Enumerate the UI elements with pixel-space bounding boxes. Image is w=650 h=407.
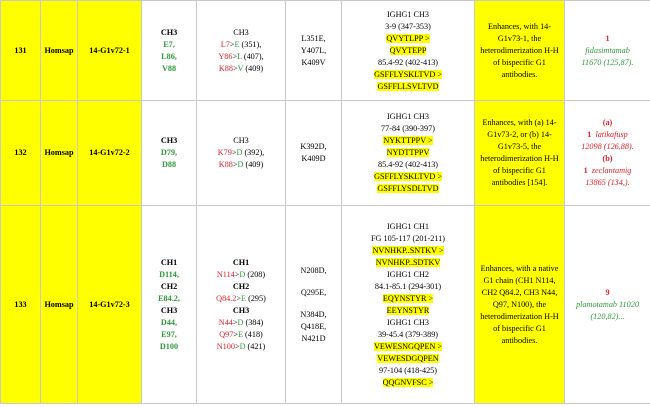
sequence-mut: QVYTEPP (389, 45, 427, 55)
domain-aa-cell (142, 101, 197, 206)
sequence-wt: NYKTTPPV > (383, 136, 433, 145)
aa-position: V88 (161, 63, 177, 73)
eu-mutation: L351E, (301, 33, 326, 43)
row-number: 133 (1, 206, 41, 404)
reference-cell (565, 206, 650, 404)
sequence-range: 85.4-92 (402-413) (377, 57, 439, 67)
eu-mutation: N208D, (300, 265, 327, 275)
domain-label: CH1 (160, 257, 178, 267)
reference-cell (565, 101, 650, 206)
variant-name: 14-G1v72-2 (78, 101, 142, 206)
sequence-header: IGHG1 CH3 (386, 317, 430, 327)
domain-label: CH3 (160, 136, 178, 145)
eu-mutation: K409D (301, 154, 326, 163)
mutation-line: K88>D (409) (218, 160, 264, 169)
sequence-mut: NVNHKP..SDTKV (375, 257, 441, 267)
aa-position: E84.2, (158, 293, 180, 303)
sequence-header: IGHG1 CH1 (386, 221, 430, 231)
explanation: Enhances, with 14-G1v73-1, the heterodimerization H-H of bispecific G1 antibodies. (475, 1, 565, 101)
domain-label: CH3 (160, 305, 178, 315)
ref-tag: (a) (602, 118, 613, 127)
ref-line: 1 zeclantamig (583, 166, 632, 175)
ref-line: 1 latikafusp (587, 130, 628, 139)
eu-mutation: K409V (301, 57, 326, 67)
table-row-131 (1, 1, 650, 101)
mutation-line: K88>V (409) (218, 63, 264, 73)
domain-label: CH3 (232, 305, 250, 315)
variant-name: 14-G1v72-1 (78, 1, 142, 101)
species: Homsap (41, 1, 78, 101)
ref-count: 1 (605, 33, 610, 43)
aa-position: D114, (159, 269, 179, 279)
sequence-range: FG 105-117 (201-211) (371, 233, 445, 243)
sequence-range: 77-84 (390-397) (381, 124, 435, 133)
eu-mutation-cell (286, 206, 342, 404)
mutation-line: N44>D (384) (218, 317, 264, 327)
reference-cell (565, 1, 650, 101)
sequence-mut: VEWESDGQPEN (377, 353, 439, 363)
sequence-wt: QVYTLPP > (386, 33, 430, 43)
domain-aa-cell (142, 1, 197, 101)
aa-position: E97, (161, 329, 177, 339)
sequence-mut: GSFFLYSDLTVD (377, 184, 439, 193)
eu-mutation: K392D, (300, 142, 327, 151)
mutation-line: Q97>E (418) (219, 329, 263, 339)
ref-tag: (b) (602, 154, 613, 163)
eu-mutation: Q295E, (300, 287, 327, 297)
sequence-cell (342, 1, 475, 101)
sequence-mut: GSFFLLSVLTVD (377, 81, 439, 91)
domain-label: CH3 (233, 136, 249, 145)
domain-label: CH2 (160, 281, 178, 291)
mutation-line: Y86>L (407), (218, 51, 264, 61)
sequence-header: IGHG1 CH3 (386, 112, 430, 121)
aa-position: D100 (159, 341, 179, 351)
eu-mutation: Q418E, (300, 321, 327, 331)
eu-mutation: N384D, (300, 309, 327, 319)
row-number: 132 (1, 101, 41, 206)
aa-position: D79, (160, 148, 178, 157)
domain-label: CH3 (160, 27, 178, 37)
eu-mutation-cell (286, 101, 342, 206)
species: Homsap (41, 101, 78, 206)
species: Homsap (41, 206, 78, 404)
table-row-133 (1, 206, 650, 404)
sequence-header: IGHG1 CH3 (386, 9, 430, 19)
explanation: Enhances, with (a) 14-G1v73-2, or (b) 14-G1v73-5, the heterodimerization H-H of bispecific G1 antibodies [154]. (475, 101, 565, 206)
sequence-cell (342, 206, 475, 404)
domain-aa-cell (142, 206, 197, 404)
sequence-range: 3-9 (347-353) (385, 21, 431, 31)
mutation-line: L7>E (351), (220, 39, 262, 49)
mutation-line: N100>D (421) (216, 341, 266, 351)
explanation: Enhances, with a native G1 chain (CH1 N114, CH2 Q84.2, CH3 N44, Q97, N100), the heterodimerization H-H of bispecific G1 antibodies. (475, 206, 565, 404)
sequence-wt: EQYNSTYR > (382, 293, 434, 303)
mutation-line: Q84.2>E (295) (216, 293, 266, 303)
ref-count: 9 (605, 287, 610, 297)
ref-line: plamotamab 11020 (120,82)... (576, 299, 639, 321)
table-row-132 (1, 101, 650, 206)
sequence-wt: NVNHKP..SNTKV > (372, 245, 444, 255)
ref-id: 11670 (125,87). (581, 57, 634, 67)
mutation-line: K79>D (392), (217, 148, 265, 157)
row-number: 131 (1, 1, 41, 101)
sequence-range: 84.1-85.1 (294-301) (374, 281, 442, 291)
domain-label: CH2 (232, 281, 250, 291)
sequence-mut: EEYNSTYR (386, 305, 430, 315)
sequence-range: 39-45.4 (379-389) (377, 329, 439, 339)
variant-name: 14-G1v72-3 (78, 206, 142, 404)
aa-position: D44, (160, 317, 178, 327)
sequence-range: 85.4-92 (402-413) (377, 160, 439, 169)
eu-mutation-cell (286, 1, 342, 101)
ref-id: 13865 (134,). (585, 178, 630, 187)
aa-position: D88 (161, 160, 177, 169)
sequence-wt: GSFFLYSKLTVD > (374, 172, 442, 181)
ref-name: fidasimtamab (585, 45, 630, 55)
domain-label: CH1 (232, 257, 250, 267)
sequence-range: 97-104 (418-425) (379, 365, 437, 375)
aa-position: L86, (161, 51, 177, 61)
mutation-detail-cell (197, 101, 286, 206)
ref-id: 12098 (126,88). (581, 142, 634, 151)
sequence-wt: QQGNVFSC > (382, 377, 434, 387)
sequence-mut: NYDTTPPV (386, 148, 430, 157)
eu-mutation: N421D (301, 333, 326, 343)
mutation-detail-cell (197, 1, 286, 101)
eu-mutation: Y407L, (300, 45, 327, 55)
aa-position: E7, (163, 39, 175, 49)
sequence-wt: VEWESNGQPEN > (373, 341, 443, 351)
domain-label: CH3 (233, 27, 249, 37)
mutation-line: N114>D (208) (216, 269, 266, 279)
sequence-header: IGHG1 CH2 (386, 269, 430, 279)
sequence-wt: GSFFLYSKLTVD > (374, 69, 442, 79)
mutation-detail-cell (197, 206, 286, 404)
sequence-cell (342, 101, 475, 206)
